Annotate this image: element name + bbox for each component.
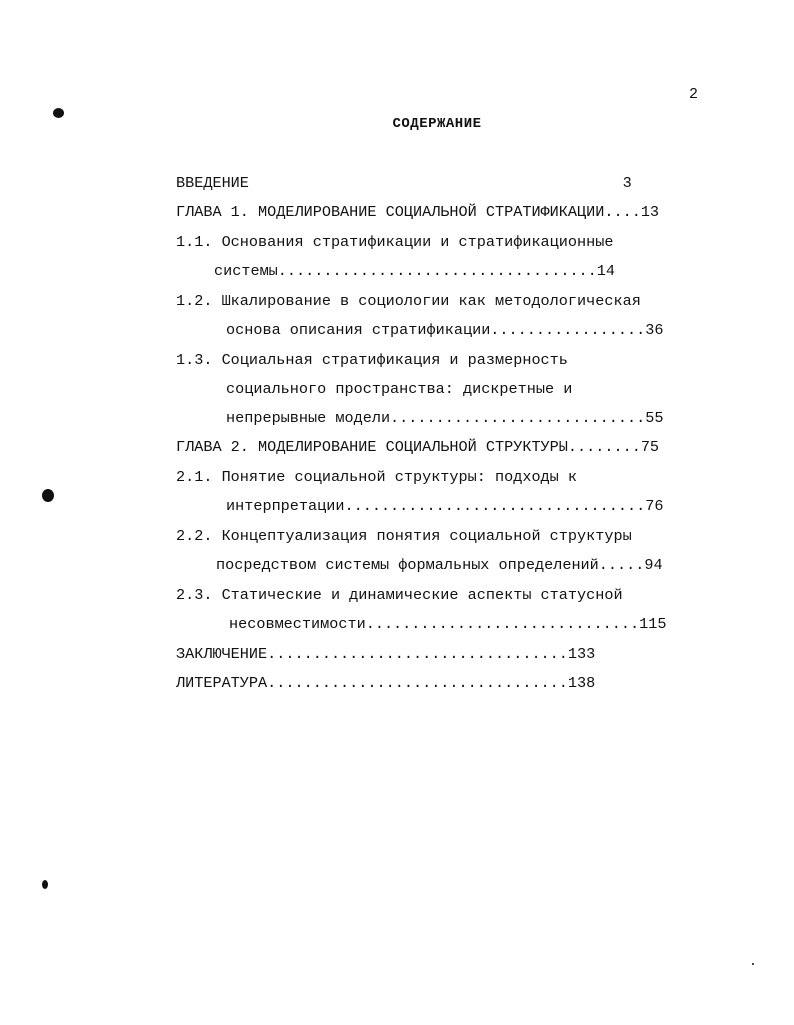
toc-section-1-3-cont1: социального пространства: дискретные и — [226, 380, 573, 398]
toc-section-2-3-cont: несовместимости..............................115 — [229, 615, 667, 633]
toc-section-2-1-cont: интерпретации.................................76 — [226, 497, 664, 515]
toc-chapter-1: ГЛАВА 1. МОДЕЛИРОВАНИЕ СОЦИАЛЬНОЙ СТРАТИФИКАЦИИ....13 — [176, 203, 660, 221]
page-number: 2 — [689, 86, 699, 103]
toc-conclusion: ЗАКЛЮЧЕНИЕ.................................133 — [176, 645, 596, 663]
toc-section-2-2-cont: посредством системы формальных определений.....94 — [216, 556, 663, 574]
toc-section-2-3: 2.3. Статические и динамические аспекты статусной — [176, 586, 623, 604]
toc-section-1-2: 1.2. Шкалирование в социологии как методологическая — [176, 292, 641, 310]
toc-title: СОДЕРЖАНИЕ — [392, 116, 482, 132]
toc-intro: ВВЕДЕНИЕ 3 — [176, 174, 632, 192]
toc-chapter-2: ГЛАВА 2. МОДЕЛИРОВАНИЕ СОЦИАЛЬНОЙ СТРУКТУРЫ........75 — [176, 438, 660, 456]
scan-speck — [752, 963, 754, 965]
toc-section-2-2: 2.2. Концептуализация понятия социальной структуры — [176, 527, 632, 545]
toc-section-2-1: 2.1. Понятие социальной структуры: подходы к — [176, 468, 578, 486]
scan-speck — [53, 108, 64, 118]
scan-speck — [42, 880, 48, 889]
toc-literature: ЛИТЕРАТУРА.................................138 — [176, 674, 596, 692]
toc-section-1-3: 1.3. Социальная стратификация и размерность — [176, 351, 568, 369]
toc-section-1-3-cont2: непрерывные модели............................55 — [226, 409, 664, 427]
toc-section-1-2-cont: основа описания стратификации.................36 — [226, 321, 664, 339]
toc-section-1-1-cont: системы...................................14 — [214, 262, 616, 280]
toc-section-1-1: 1.1. Основания стратификации и стратификационные — [176, 233, 614, 251]
scan-speck — [42, 489, 54, 502]
